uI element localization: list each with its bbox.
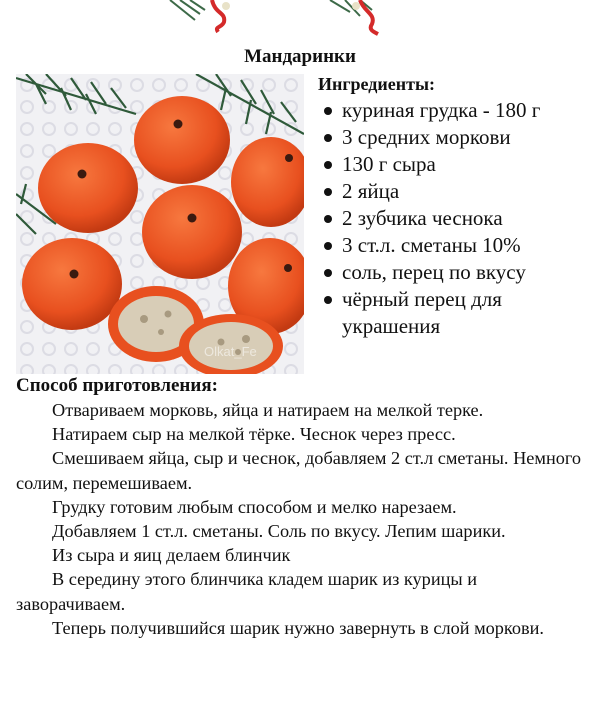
- photo-watermark: Olkat_Fe: [204, 344, 257, 359]
- ingredients-heading: Ингредиенты:: [318, 74, 436, 94]
- method-step: Смешиваем яйца, сыр и чеснок, добавляем 2 ст.л сметаны. Немного солим, перемешиваем.: [16, 448, 582, 493]
- ribbon-right: [360, 0, 378, 34]
- ingredients-list: [322, 97, 592, 340]
- list-item: 2 яйца: [322, 178, 592, 205]
- method-step: Добавляем 1 ст.л. сметаны. Соль по вкусу. Лепим шарики.: [52, 521, 506, 542]
- list-item: 130 г сыра: [322, 151, 592, 178]
- method-step: Из сыра и яиц делаем блинчик: [52, 545, 291, 566]
- recipe-photo: [16, 74, 304, 374]
- list-item: соль, перец по вкусу: [322, 259, 592, 286]
- list-item: 2 зубчика чеснока: [322, 205, 592, 232]
- christmas-decoration: [0, 0, 600, 40]
- recipe-title: Мандаринки: [244, 46, 356, 67]
- method-heading: Способ приготовления:: [16, 375, 218, 396]
- list-item: 3 ст.л. сметаны 10%: [322, 232, 592, 259]
- list-item: чёрный перец для украшения: [322, 286, 592, 340]
- method-step: Грудку готовим любым способом и мелко нарезаем.: [52, 496, 457, 517]
- method-step: Натираем сыр на мелкой тёрке. Чеснок через пресс.: [52, 424, 456, 445]
- method-step: Отвариваем морковь, яйца и натираем на мелкой терке.: [52, 400, 484, 420]
- method-step: В середину этого блинчика кладем шарик из курицы и заворачиваем.: [16, 569, 478, 614]
- list-item: 3 средних моркови: [322, 124, 592, 151]
- list-item: куриная грудка - 180 г: [322, 97, 592, 124]
- method-step: Теперь получившийся шарик нужно завернуть в слой моркови.: [52, 617, 544, 638]
- method-section: [16, 374, 586, 640]
